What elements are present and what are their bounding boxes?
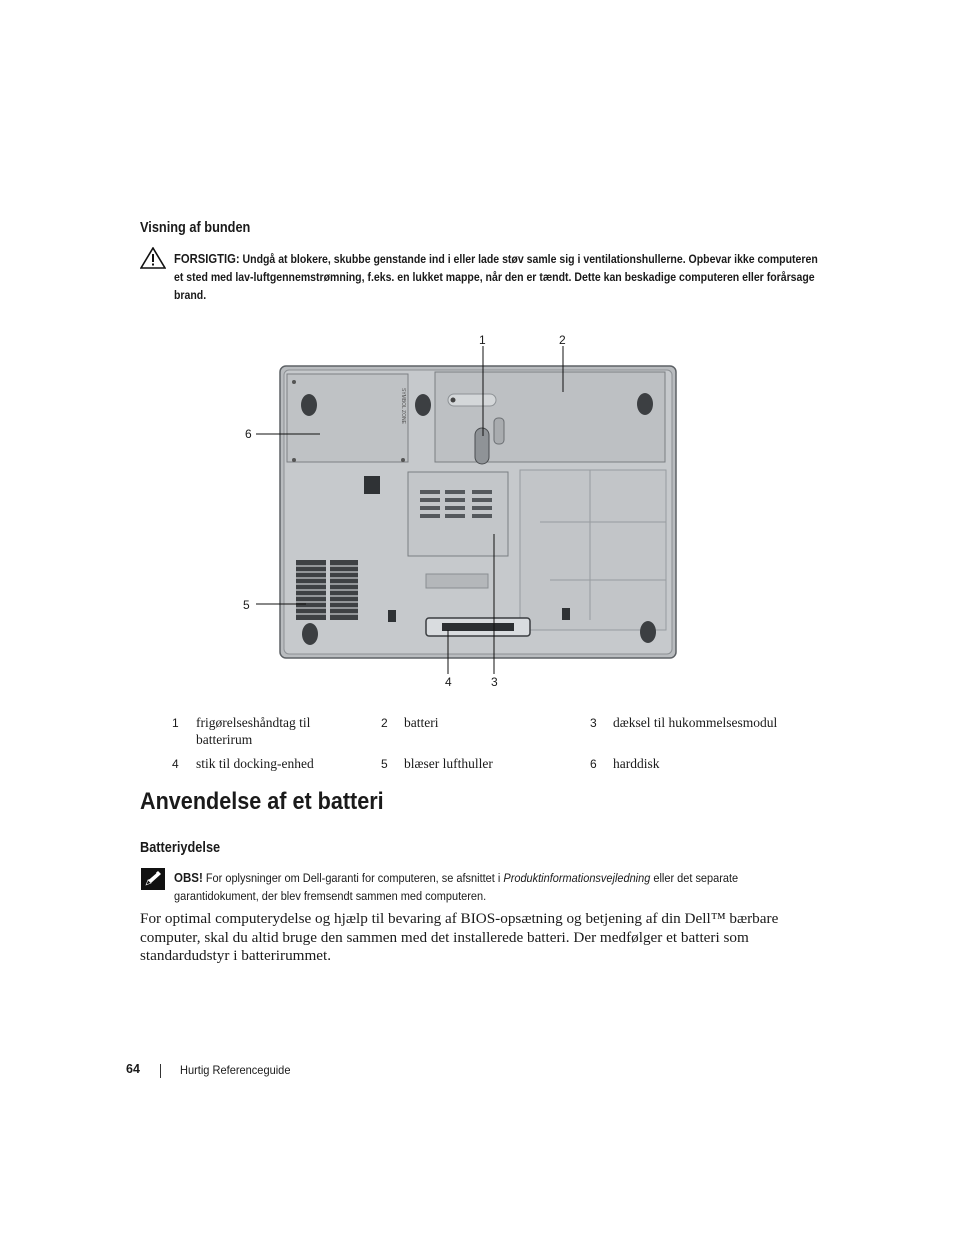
callout-3: 3 — [491, 675, 498, 689]
note-text-a: For oplysninger om Dell-garanti for computeren, se afsnittet i — [205, 871, 501, 885]
legend-num: 6 — [590, 757, 597, 771]
legend-label: stik til docking-enhed — [196, 756, 314, 771]
caution-message: Undgå at blokere, skubbe genstande ind i eller lade støv samle sig i ventilationshullerne. Opbevar ikke computeren et sted med lav-luftgennemstrømning, f.eks. en lukket mappe, når den er tændt. Dette kan beskadige computeren eller forårsage brand. — [174, 253, 818, 302]
footer-divider — [160, 1064, 161, 1078]
note-guide-title: Produktinformationsvejledning — [503, 871, 651, 885]
caution-label: FORSIGTIG: — [174, 252, 240, 266]
section-title: Visning af bunden — [140, 220, 251, 236]
note-label: OBS! — [174, 870, 203, 885]
callout-4: 4 — [445, 675, 452, 689]
subsection-title: Batteriydelse — [140, 840, 221, 856]
laptop-bottom-illustration — [230, 330, 710, 690]
callout-6: 6 — [245, 427, 252, 441]
callout-1: 1 — [479, 333, 486, 347]
legend-num: 1 — [172, 716, 179, 730]
body-paragraph: For optimal computerydelse og hjælp til bevaring af BIOS-opsætning og betjening af din Dell™ bærbare computer, skal du altid bruge den sammen med det installerede batteri. Der medfølger et batteri som standardudstyr i batterirummet. — [140, 910, 779, 964]
chapter-title: Anvendelse af et batteri — [140, 788, 384, 815]
legend-label: harddisk — [613, 756, 660, 771]
legend-label: blæser lufthuller — [404, 756, 493, 771]
legend-num: 5 — [381, 757, 388, 771]
note-block — [174, 869, 822, 905]
legend-label: dæksel til hukommelsesmodul — [613, 715, 778, 730]
note-pencil-icon — [141, 868, 165, 890]
callout-2: 2 — [559, 333, 566, 347]
legend-num: 4 — [172, 757, 179, 771]
note-text-b: eller det separate garantidokument, der blev fremsendt sammen med computeren. — [174, 871, 739, 903]
legend-num: 2 — [381, 716, 388, 730]
engraving-text: SYMBOL ZONE — [400, 388, 406, 424]
caution-icon — [140, 247, 166, 269]
callout-5: 5 — [243, 598, 250, 612]
caution-block — [174, 250, 822, 305]
page-number: 64 — [126, 1062, 140, 1076]
legend-label: batteri — [404, 715, 439, 730]
footer-guide-title: Hurtig Referenceguide — [180, 1063, 291, 1077]
legend-label: frigørelseshåndtag til batterirum — [196, 715, 311, 747]
legend-num: 3 — [590, 716, 597, 730]
